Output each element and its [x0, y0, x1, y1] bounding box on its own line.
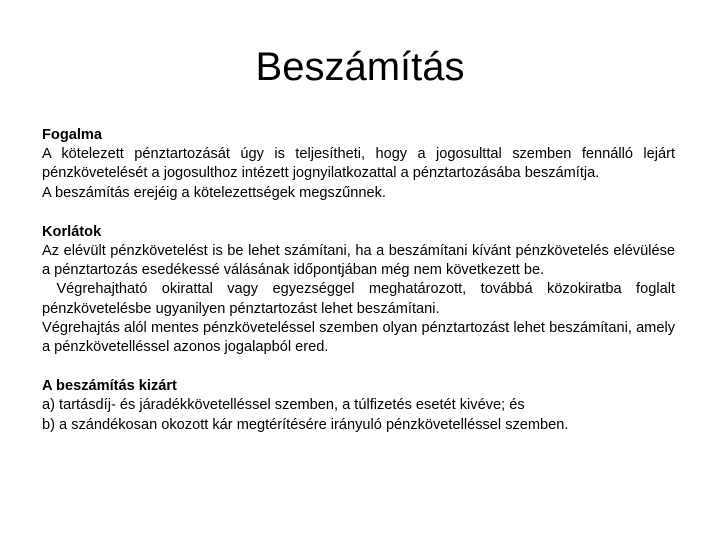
paragraph: Az elévült pénzkövetelést is be lehet számítani, ha a beszámítani kívánt pénzkövetelés elévülése a pénztartozás esedékessé válásának időpontjában még nem következett be. — [42, 243, 675, 279]
paragraph: A beszámítás erejéig a kötelezettségek megszűnnek. — [42, 184, 386, 201]
section-heading: Korlátok — [42, 223, 102, 240]
list-item: b) a szándékosan okozott kár megtérítésére irányuló pénzkövetelléssel szemben. — [42, 416, 569, 433]
slide-title: Beszámítás — [255, 45, 465, 89]
section-korlatok — [42, 223, 680, 357]
section-heading: A beszámítás kizárt — [42, 378, 177, 395]
paragraph: Végrehajtás alól mentes pénzköveteléssel szemben olyan pénztartozást lehet beszámítani, amely a pénzkövetelléssel azonos jogalapból ered. — [42, 319, 675, 356]
list-item: a) tartásdíj- és járadékkövetelléssel szemben, a túlfizetés esetét kivéve; és — [42, 397, 525, 414]
paragraph: A kötelezett pénztartozását úgy is teljesítheti, hogy a jogosulttal szemben fennálló lejárt pénzkövetelését a jogosulthoz intézett jognyilatkozattal a pénztartozásába beszámítja. — [42, 146, 675, 182]
section-fogalma — [42, 126, 675, 203]
section-kizart — [42, 377, 675, 435]
section-heading: Fogalma — [42, 127, 103, 143]
paragraph: Végrehajtható okirattal vagy egyezséggel meghatározott, továbbá közokiratba foglalt pénzkövetelésbe ugyanilyen pénztartozást lehet beszámítani. — [42, 281, 680, 317]
slide-body — [42, 126, 680, 455]
